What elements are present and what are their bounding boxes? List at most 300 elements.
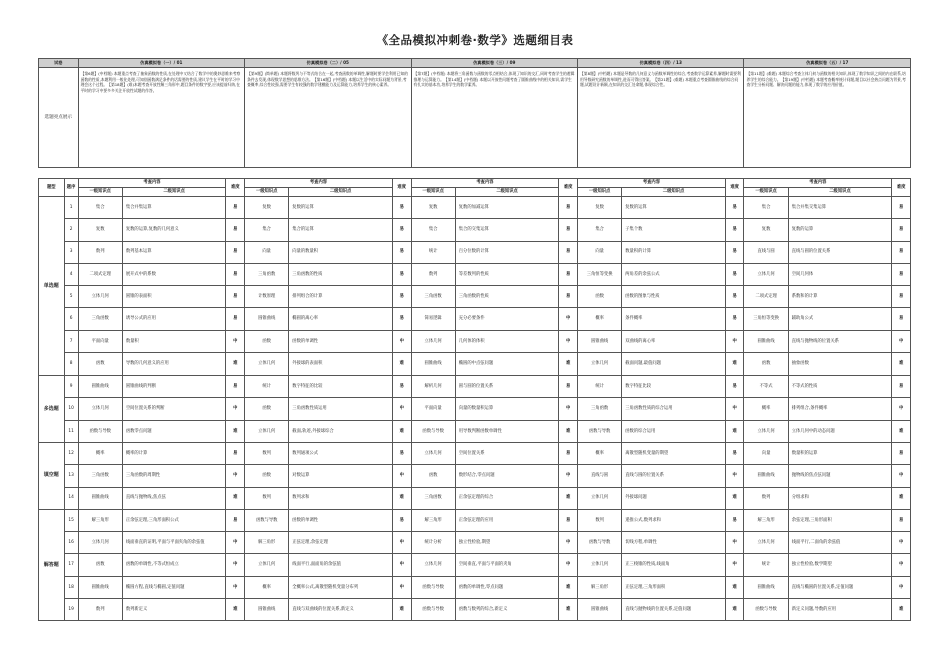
question-number: 7 xyxy=(64,330,78,352)
paper-header-row xyxy=(39,59,911,68)
level1-cell: 立体几何 xyxy=(78,532,122,554)
level1-header: 一级知识点 xyxy=(78,188,122,197)
type-header: 题型 xyxy=(39,179,65,197)
level1-cell: 直线与圆 xyxy=(744,241,788,263)
level1-cell: 复数 xyxy=(411,197,455,219)
level1-cell: 统计 xyxy=(744,554,788,576)
level1-cell: 数列 xyxy=(578,509,622,531)
level1-cell: 三角函数 xyxy=(78,308,122,330)
question-number: 4 xyxy=(64,263,78,285)
difficulty-cell: 易 xyxy=(892,263,911,285)
level2-cell: 函数的单调性 xyxy=(289,330,393,352)
difficulty-cell: 中 xyxy=(559,465,578,487)
difficulty-cell: 难 xyxy=(559,487,578,509)
paper-name-2: 仿真模拟卷（二）/ 05 xyxy=(245,59,411,68)
level1-cell: 直线与圆 xyxy=(578,465,622,487)
difficulty-cell: 易 xyxy=(392,197,411,219)
level2-cell: 函数零点问题 xyxy=(122,420,226,442)
question-number: 15 xyxy=(64,509,78,531)
difficulty-header: 难度 xyxy=(892,179,911,197)
level2-cell: 等差数列的性质 xyxy=(455,263,559,285)
level1-cell: 立体几何 xyxy=(245,554,289,576)
level2-header: 二级知识点 xyxy=(455,188,559,197)
level1-cell: 概率 xyxy=(78,442,122,464)
level1-cell: 函数 xyxy=(245,330,289,352)
level1-cell: 解三角形 xyxy=(78,509,122,531)
difficulty-cell: 中 xyxy=(892,465,911,487)
level2-cell: 线面垂直的证明,平面与平面夹角的余弦值 xyxy=(122,532,226,554)
difficulty-cell: 易 xyxy=(892,376,911,398)
difficulty-cell: 难 xyxy=(725,487,744,509)
level1-cell: 圆锥曲线 xyxy=(744,330,788,352)
table-row xyxy=(39,532,911,554)
level1-cell: 概率 xyxy=(578,442,622,464)
level2-cell: 圆锥的表面积 xyxy=(122,286,226,308)
difficulty-cell: 中 xyxy=(559,330,578,352)
level1-cell: 函数与导数 xyxy=(245,509,289,531)
difficulty-cell: 中 xyxy=(392,532,411,554)
difficulty-cell: 易 xyxy=(226,442,245,464)
question-number: 17 xyxy=(64,554,78,576)
content-header: 考查内容 xyxy=(411,179,559,188)
table-row xyxy=(39,308,911,330)
difficulty-cell: 难 xyxy=(725,576,744,598)
level1-cell: 函数与导数 xyxy=(744,599,788,621)
difficulty-cell: 难 xyxy=(226,353,245,376)
level2-cell: 数列基本运算 xyxy=(122,241,226,263)
difficulty-cell: 难 xyxy=(892,599,911,621)
difficulty-cell: 中 xyxy=(392,330,411,352)
table-row xyxy=(39,599,911,621)
difficulty-header: 难度 xyxy=(392,179,411,197)
level2-header: 二级知识点 xyxy=(788,188,892,197)
difficulty-cell: 易 xyxy=(559,509,578,531)
level2-cell: 正三棱锥的性质,线面角 xyxy=(622,554,726,576)
level2-cell: 几何体的体积 xyxy=(455,330,559,352)
level2-cell: 三角函数性质的综合运用 xyxy=(622,398,726,420)
difficulty-cell: 中 xyxy=(892,554,911,576)
level1-cell: 向量 xyxy=(744,442,788,464)
level2-cell: 正余弦定理的综合 xyxy=(455,487,559,509)
level1-cell: 圆锥曲线 xyxy=(411,353,455,376)
paper-name-1: 仿真模拟卷（一）/ 01 xyxy=(78,59,244,68)
difficulty-cell: 易 xyxy=(392,219,411,241)
difficulty-cell: 易 xyxy=(226,241,245,263)
level1-cell: 函数 xyxy=(578,286,622,308)
level1-cell: 圆锥曲线 xyxy=(78,376,122,398)
level2-cell: 数字特征的比较 xyxy=(289,376,393,398)
level1-cell: 圆锥曲线 xyxy=(744,465,788,487)
level2-cell: 切线方程,单调性 xyxy=(622,532,726,554)
difficulty-cell: 易 xyxy=(892,197,911,219)
level2-cell: 三角函数的性质 xyxy=(455,286,559,308)
difficulty-cell: 中 xyxy=(226,398,245,420)
level1-cell: 数列 xyxy=(245,442,289,464)
question-number: 5 xyxy=(64,286,78,308)
difficulty-cell: 难 xyxy=(226,420,245,442)
document-title: 《全品模拟冲刺卷·数学》选题细目表 xyxy=(376,33,574,47)
level1-header: 一级知识点 xyxy=(578,188,622,197)
question-number: 18 xyxy=(64,576,78,598)
level1-cell: 立体几何 xyxy=(245,420,289,442)
level2-cell: 离散型随机变量的期望 xyxy=(622,442,726,464)
level1-cell: 三角恒等变换 xyxy=(578,263,622,285)
level2-cell: 三角函数的周期性 xyxy=(122,465,226,487)
level2-cell: 数量积的运算 xyxy=(788,442,892,464)
level2-cell: 空间位置关系的判断 xyxy=(122,398,226,420)
question-number: 8 xyxy=(64,353,78,376)
difficulty-cell: 易 xyxy=(892,442,911,464)
level2-cell: 分组求和 xyxy=(788,487,892,509)
level2-cell: 抛物线的焦点弦问题 xyxy=(788,465,892,487)
level2-cell: 展开式中的系数 xyxy=(122,263,226,285)
level1-cell: 函数 xyxy=(245,465,289,487)
level1-cell: 向量 xyxy=(245,241,289,263)
level2-cell: 排列组合,条件概率 xyxy=(788,398,892,420)
difficulty-cell: 难 xyxy=(725,599,744,621)
difficulty-cell: 中 xyxy=(392,465,411,487)
level2-cell: 直线与双曲线的位置关系,新定义 xyxy=(289,599,393,621)
level2-cell: 充分必要条件 xyxy=(455,308,559,330)
level2-cell: 余弦定理,三角形面积 xyxy=(788,509,892,531)
difficulty-cell: 中 xyxy=(392,576,411,598)
difficulty-cell: 中 xyxy=(559,532,578,554)
difficulty-cell: 易 xyxy=(892,241,911,263)
table-row xyxy=(39,554,911,576)
table-row xyxy=(39,353,911,376)
level1-cell: 立体几何 xyxy=(411,554,455,576)
level2-cell: 抽象函数 xyxy=(788,353,892,376)
level2-cell: 椭圆的离心率 xyxy=(289,308,393,330)
level1-header: 一级知识点 xyxy=(744,188,788,197)
level1-cell: 圆锥曲线 xyxy=(245,599,289,621)
difficulty-cell: 难 xyxy=(559,599,578,621)
level2-cell: 函数的图象与性质 xyxy=(622,286,726,308)
level1-cell: 解三角形 xyxy=(744,509,788,531)
level1-cell: 三角函数 xyxy=(411,487,455,509)
level1-cell: 复数 xyxy=(78,219,122,241)
difficulty-cell: 中 xyxy=(559,308,578,330)
section-label: 填空题 xyxy=(39,442,65,509)
level1-cell: 立体几何 xyxy=(744,420,788,442)
difficulty-cell: 难 xyxy=(226,487,245,509)
difficulty-cell: 中 xyxy=(226,554,245,576)
level2-cell: 向量的数量积 xyxy=(289,241,393,263)
difficulty-cell: 易 xyxy=(559,286,578,308)
level1-cell: 圆锥曲线 xyxy=(245,308,289,330)
level2-cell: 空间位置关系 xyxy=(455,442,559,464)
difficulty-cell: 中 xyxy=(392,554,411,576)
level1-cell: 函数与导数 xyxy=(411,576,455,598)
difficulty-cell: 易 xyxy=(725,219,744,241)
question-number: 1 xyxy=(64,197,78,219)
difficulty-cell: 中 xyxy=(725,554,744,576)
difficulty-cell: 易 xyxy=(392,308,411,330)
level2-cell: 导数的几何意义的应用 xyxy=(122,353,226,376)
question-number: 14 xyxy=(64,487,78,509)
level1-cell: 函数 xyxy=(78,353,122,376)
level1-cell: 概率 xyxy=(578,308,622,330)
level1-cell: 函数与导数 xyxy=(78,420,122,442)
level2-cell: 百分位数的计算 xyxy=(455,241,559,263)
difficulty-cell: 易 xyxy=(725,509,744,531)
difficulty-header: 难度 xyxy=(559,179,578,197)
level1-cell: 立体几何 xyxy=(245,353,289,376)
level2-cell: 不等式的性质 xyxy=(788,376,892,398)
difficulty-cell: 易 xyxy=(892,286,911,308)
content-header: 考查内容 xyxy=(78,179,226,188)
level2-cell: 用导数判断函数单调性 xyxy=(455,420,559,442)
difficulty-cell: 易 xyxy=(725,376,744,398)
table-row xyxy=(39,420,911,442)
level1-cell: 集合 xyxy=(744,197,788,219)
paper-name-5: 仿真模拟卷（五）/ 17 xyxy=(744,59,911,68)
difficulty-cell: 易 xyxy=(559,442,578,464)
level1-cell: 复数 xyxy=(245,197,289,219)
table-row xyxy=(39,509,911,531)
difficulty-cell: 难 xyxy=(725,353,744,376)
level2-cell: 直线与抛物线,焦点弦 xyxy=(122,487,226,509)
spacer-row xyxy=(39,168,911,179)
level2-cell: 数字特征比较 xyxy=(622,376,726,398)
difficulty-cell: 中 xyxy=(892,532,911,554)
corner-label: 试卷 xyxy=(39,59,79,68)
difficulty-cell: 难 xyxy=(392,487,411,509)
level1-cell: 二项式定理 xyxy=(744,286,788,308)
level1-cell: 立体几何 xyxy=(411,330,455,352)
level1-cell: 函数与导数 xyxy=(578,532,622,554)
level2-cell: 函数的综合运用 xyxy=(622,420,726,442)
difficulty-cell: 易 xyxy=(226,219,245,241)
level1-cell: 平面向量 xyxy=(78,330,122,352)
level1-cell: 解三角形 xyxy=(411,509,455,531)
level1-cell: 函数与导数 xyxy=(411,599,455,621)
level1-cell: 统计 xyxy=(578,376,622,398)
difficulty-cell: 中 xyxy=(226,576,245,598)
paper-name-3: 仿真模拟卷（三）/ 09 xyxy=(411,59,577,68)
level1-cell: 向量 xyxy=(578,241,622,263)
level2-cell: 递推公式,数列求和 xyxy=(622,509,726,531)
level2-cell: 直线与圆的位置关系 xyxy=(788,241,892,263)
column-subheader-row xyxy=(39,188,911,197)
level1-cell: 立体几何 xyxy=(744,263,788,285)
level2-cell: 条件概率 xyxy=(622,308,726,330)
level1-cell: 解三角形 xyxy=(245,532,289,554)
table-row xyxy=(39,376,911,398)
question-number: 13 xyxy=(64,465,78,487)
difficulty-cell: 易 xyxy=(892,308,911,330)
level2-cell: 复数的运算 xyxy=(289,197,393,219)
table-row xyxy=(39,487,911,509)
difficulty-cell: 易 xyxy=(725,263,744,285)
level1-cell: 立体几何 xyxy=(578,554,622,576)
level2-cell: 正余弦定理的应用 xyxy=(455,509,559,531)
level2-cell: 全概率公式,离散型随机变量分布列 xyxy=(289,576,393,598)
level2-cell: 正弦定理,余弦定理 xyxy=(289,532,393,554)
content-header: 考查内容 xyxy=(245,179,393,188)
level2-cell: 三角函数性质运用 xyxy=(289,398,393,420)
level2-cell: 直线与抛物线的位置关系 xyxy=(788,330,892,352)
difficulty-cell: 易 xyxy=(725,286,744,308)
level1-cell: 三角函数 xyxy=(578,398,622,420)
level2-cell: 立体几何中的动态问题 xyxy=(788,420,892,442)
level2-cell: 空间垂直,平面与平面的夹角 xyxy=(455,554,559,576)
level1-cell: 立体几何 xyxy=(78,286,122,308)
section-label: 解答题 xyxy=(39,509,65,620)
level2-cell: 辅助角公式 xyxy=(788,308,892,330)
level2-cell: 复数的加减运算 xyxy=(455,197,559,219)
table-row xyxy=(39,241,911,263)
difficulty-cell: 易 xyxy=(892,509,911,531)
level2-cell: 系数和的计算 xyxy=(788,286,892,308)
difficulty-cell: 易 xyxy=(226,286,245,308)
paper-highlight-3: 【第7题】(中档题) 本题将三角函数与函数的零点相结合,体现了知识的交汇,同时考查学生的逻辑推理与运算能力。【第14题】(中档题) 本题以开放性问题考查了圆锥曲线中的相关知识,需学生有扎实的基本功,培养学生的数学素养。 xyxy=(411,68,577,168)
level1-cell: 函数 xyxy=(411,465,455,487)
level1-cell: 圆锥曲线 xyxy=(78,487,122,509)
selection-table xyxy=(38,58,911,621)
level2-cell: 独立性检验,数学期望 xyxy=(788,554,892,576)
level1-cell: 统计分析 xyxy=(411,532,455,554)
level1-cell: 数列 xyxy=(78,241,122,263)
difficulty-cell: 易 xyxy=(392,442,411,464)
difficulty-cell: 易 xyxy=(392,241,411,263)
difficulty-cell: 易 xyxy=(725,241,744,263)
level1-cell: 圆锥曲线 xyxy=(578,330,622,352)
level2-cell: 圆与圆的位置关系 xyxy=(455,376,559,398)
level1-cell: 复数 xyxy=(744,219,788,241)
level2-cell: 正余弦定理,三角形面积公式 xyxy=(122,509,226,531)
difficulty-cell: 难 xyxy=(392,599,411,621)
level2-cell: 数列通项公式 xyxy=(289,442,393,464)
question-number: 2 xyxy=(64,219,78,241)
difficulty-cell: 难 xyxy=(892,353,911,376)
paper-highlight-5: 【第11题】(难题) 本题综合考查立体几何与函数的相关知识,体现了数学知识之间的内在联系,培养学生的综合能力。【第19题】(中档题) 本题考查概率统计问题,题目以社会热点问题为背景,考查学生分析问题、解决问题的能力,体现了数学的应用价值。 xyxy=(744,68,911,168)
difficulty-cell: 易 xyxy=(725,197,744,219)
content-header: 考查内容 xyxy=(744,179,892,188)
content-header: 考查内容 xyxy=(578,179,726,188)
table-row xyxy=(39,398,911,420)
level1-cell: 立体几何 xyxy=(578,353,622,376)
paper-name-4: 仿真模拟卷（四）/ 13 xyxy=(578,59,744,68)
difficulty-cell: 易 xyxy=(725,442,744,464)
paper-highlight-2: 【第9题】(简单题) 本题将数列与不等式结合在一起,考查函数的单调性,解题时要学会利用已知的条件去发现,体现数学思想的思维方法。【第16题】(中档题) 本题以生活中的实际问题为背景,考查概率,综合性较强,需要学生有较强的数学建模能力及运算能力,培养学生的核心素养。 xyxy=(245,68,411,168)
level1-cell: 三角函数 xyxy=(245,263,289,285)
level2-cell: 正弦定理,三角形面积 xyxy=(622,576,726,598)
level2-cell: 诱导公式的应用 xyxy=(122,308,226,330)
section-label: 多选题 xyxy=(39,376,65,443)
difficulty-cell: 难 xyxy=(559,353,578,376)
level1-cell: 简易逻辑 xyxy=(411,308,455,330)
difficulty-cell: 中 xyxy=(226,465,245,487)
level2-cell: 双曲线的离心率 xyxy=(622,330,726,352)
level2-cell: 函数的单调性,零点问题 xyxy=(455,576,559,598)
level2-cell: 线面平行,面面角的余弦值 xyxy=(289,554,393,576)
difficulty-cell: 易 xyxy=(392,286,411,308)
difficulty-cell: 中 xyxy=(725,465,744,487)
difficulty-cell: 易 xyxy=(725,308,744,330)
difficulty-cell: 难 xyxy=(559,576,578,598)
level1-cell: 圆锥曲线 xyxy=(578,599,622,621)
level1-cell: 平面向量 xyxy=(411,398,455,420)
level1-header: 一级知识点 xyxy=(411,188,455,197)
difficulty-cell: 中 xyxy=(725,532,744,554)
difficulty-cell: 易 xyxy=(559,197,578,219)
difficulty-cell: 易 xyxy=(559,376,578,398)
level1-cell: 计数原理 xyxy=(245,286,289,308)
question-number: 10 xyxy=(64,398,78,420)
level2-cell: 圆锥曲线的判断 xyxy=(122,376,226,398)
difficulty-cell: 易 xyxy=(226,197,245,219)
level1-cell: 函数 xyxy=(245,398,289,420)
level1-cell: 圆锥曲线 xyxy=(78,576,122,598)
difficulty-cell: 易 xyxy=(226,308,245,330)
difficulty-cell: 易 xyxy=(226,509,245,531)
level2-cell: 两角差的余弦公式 xyxy=(622,263,726,285)
level1-cell: 解析几何 xyxy=(411,376,455,398)
level1-cell: 函数与导数 xyxy=(578,420,622,442)
level2-header: 二级知识点 xyxy=(622,188,726,197)
level2-cell: 椭圆方程,直线与椭圆,定值问题 xyxy=(122,576,226,598)
level1-cell: 数列 xyxy=(411,263,455,285)
level2-cell: 三角函数的性质 xyxy=(289,263,393,285)
level1-header: 一级知识点 xyxy=(245,188,289,197)
table-row xyxy=(39,286,911,308)
level1-cell: 立体几何 xyxy=(78,398,122,420)
level2-cell: 新定义问题,导数的应用 xyxy=(788,599,892,621)
difficulty-cell: 中 xyxy=(226,532,245,554)
level1-cell: 三角函数 xyxy=(411,286,455,308)
level1-cell: 函数 xyxy=(744,353,788,376)
question-number: 19 xyxy=(64,599,78,621)
level2-cell: 椭圆的中点弦问题 xyxy=(455,353,559,376)
difficulty-cell: 易 xyxy=(226,376,245,398)
level1-cell: 数列 xyxy=(744,487,788,509)
difficulty-cell: 难 xyxy=(892,420,911,442)
level1-cell: 函数与导数 xyxy=(411,420,455,442)
difficulty-cell: 易 xyxy=(392,509,411,531)
difficulty-cell: 易 xyxy=(892,219,911,241)
difficulty-cell: 中 xyxy=(892,576,911,598)
table-row xyxy=(39,576,911,598)
difficulty-cell: 易 xyxy=(392,376,411,398)
difficulty-cell: 中 xyxy=(725,398,744,420)
column-header-row xyxy=(39,179,911,188)
difficulty-cell: 难 xyxy=(725,420,744,442)
difficulty-header: 难度 xyxy=(226,179,245,197)
level2-cell: 集合的运算 xyxy=(289,219,393,241)
level2-cell: 直线与抛物线的位置关系,定值问题 xyxy=(622,599,726,621)
level2-cell: 直线与圆的位置关系 xyxy=(622,465,726,487)
level2-cell: 空间几何体 xyxy=(788,263,892,285)
level2-cell: 集合并集运算 xyxy=(122,197,226,219)
level1-cell: 集合 xyxy=(578,219,622,241)
difficulty-cell: 中 xyxy=(725,330,744,352)
paper-highlight-4: 【第8题】(中档题) 本题是导数的几何意义与函数单调性的综合,考查数学运算素养,解题时需要利用导数研究函数的单调性,进而可得出答案。【第21题】(难题) 本题重点考查圆锥曲线的综合问题,试题设计新颖,在知识的交汇处命题,体现综合性。 xyxy=(578,68,744,168)
level2-cell: 函数的单调性 xyxy=(289,509,393,531)
difficulty-cell: 中 xyxy=(892,398,911,420)
level2-cell: 数量积的计算 xyxy=(622,241,726,263)
level1-cell: 解三角形 xyxy=(578,576,622,598)
level1-cell: 集合 xyxy=(245,219,289,241)
level2-cell: 概率的计算 xyxy=(122,442,226,464)
level2-cell: 排列组合的计算 xyxy=(289,286,393,308)
level2-cell: 数列新定义 xyxy=(122,599,226,621)
paper-highlight-1: 【第6题】(中档题) 本题重点考查了抽象函数的性质,在处理中又结合了数学中的奥妙思维来考察函数的性质,本题利用一般化处理,可知别函数满足条件的话需要的性质,建议学生在平时的学习中理会这个过程。【第18题】(难)本题考查开放性解三角形中,题目条件的数字要,应该提前归纳,在平时的学习中要多多关注开放性试题的作答。 xyxy=(78,68,244,168)
question-number: 9 xyxy=(64,376,78,398)
level2-cell: 复数的运算,复数的几何意义 xyxy=(122,219,226,241)
level2-cell: 复数的运算 xyxy=(788,219,892,241)
level2-cell: 截面,轨迹,外接球综合 xyxy=(289,420,393,442)
